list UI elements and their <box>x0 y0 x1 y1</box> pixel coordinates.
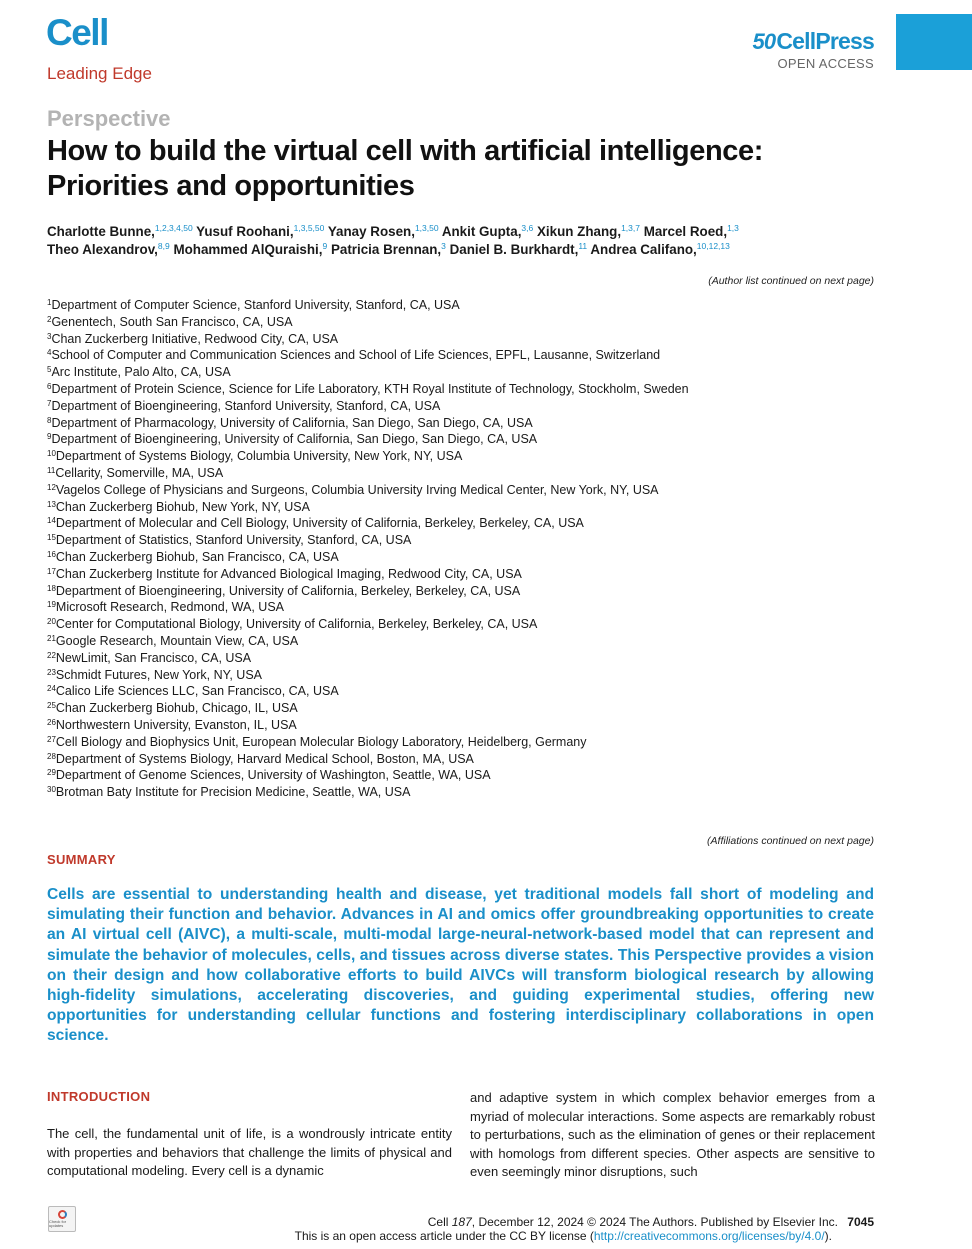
affiliation-text: Genentech, South San Francisco, CA, USA <box>51 314 293 329</box>
introduction-left-column: The cell, the fundamental unit of life, is a wondrously intricate entity with properties and behaviors that challenge the limits of physical and computational modeling. Every cell is a dynamic <box>47 1126 452 1178</box>
cellpress-logo-name: CellPress <box>776 28 874 54</box>
affiliation-text: School of Computer and Communication Sciences and School of Life Sciences, EPFL, Lausanne, Switzerland <box>51 348 661 363</box>
affiliation-number: 26 <box>47 717 56 727</box>
author-name[interactable]: Andrea Califano, <box>590 242 697 257</box>
affiliation-item <box>47 784 877 801</box>
author-name[interactable]: Xikun Zhang, <box>536 224 622 239</box>
affiliation-text: Brotman Baty Institute for Precision Medicine, Seattle, WA, USA <box>55 785 411 800</box>
affiliation-item <box>47 415 877 432</box>
affiliation-item <box>47 297 877 314</box>
affiliation-item <box>47 599 877 616</box>
affiliation-text: Center for Computational Biology, University of California, Berkeley, Berkeley, CA, USA <box>55 617 538 632</box>
author-affiliation-marker[interactable]: 1,3,7 <box>621 223 640 233</box>
affiliation-text: Department of Computer Science, Stanford University, Stanford, CA, USA <box>51 298 460 312</box>
introduction-right-column: and adaptive system in which complex behavior emerges from a myriad of molecular interactions. Some aspects are remarkably robust to perturbations, such as the elimination of genes or their replacement with homologs from different species. Other aspects are sensitive to even seemingly minor disruptions, such <box>470 1090 875 1179</box>
affiliation-text: Department of Bioengineering, University of California, Berkeley, Berkeley, CA, USA <box>55 583 521 598</box>
section-series: Leading Edge <box>47 64 152 83</box>
license-text: This is an open access article under the CC BY license ( <box>294 1229 594 1243</box>
affiliation-item <box>47 448 877 465</box>
author-affiliation-marker[interactable]: 1,2,3,4,50 <box>154 223 193 233</box>
author-name[interactable]: Patricia Brennan, <box>330 242 442 257</box>
affiliation-item <box>47 482 877 499</box>
affiliation-number: 11 <box>47 465 56 475</box>
affiliation-item <box>47 633 877 650</box>
summary-heading: SUMMARY <box>47 852 116 867</box>
affiliation-number: 16 <box>47 549 56 559</box>
introduction-heading: INTRODUCTION <box>47 1089 151 1104</box>
affiliation-number: 8 <box>47 415 52 425</box>
affiliation-text: Chan Zuckerberg Biohub, New York, NY, USA <box>55 499 310 514</box>
author-affiliation-marker[interactable]: 9 <box>322 241 328 251</box>
author-affiliation-marker[interactable]: 8,9 <box>157 241 170 251</box>
affiliation-number: 2 <box>47 314 52 324</box>
article-type: Perspective <box>47 106 171 131</box>
author-affiliation-marker[interactable]: 11 <box>578 241 588 251</box>
author-name[interactable]: Mohammed AlQuraishi, <box>173 242 323 257</box>
affiliation-number: 23 <box>47 667 56 677</box>
summary-text: Cells are essential to understanding health and disease, yet traditional models fall short of modeling and simulating their function and behavior. Advances in AI and omics offer groundbreaking opportunities to create an AI virtual cell (AIVC), a multi-scale, multi-modal large-neural-network-based model that can represent and simulate the behavior of molecules, cells, and tissues across diverse states. This Perspective provides a vision on their design and how collaborative efforts to build AIVCs will transform biological research by allowing high-fidelity simulations, accelerating discoveries, and guiding experimental studies, offering new opportunities for understanding cellular functions and fostering interdisciplinary collaborations in open science. <box>47 886 874 1045</box>
affiliation-item <box>47 616 877 633</box>
article-title: How to build the virtual cell with artificial intelligence: Priorities and opportunities <box>47 135 763 202</box>
affiliation-text: Department of Systems Biology, Columbia University, New York, NY, USA <box>55 449 463 464</box>
author-list <box>47 223 877 259</box>
author-name[interactable]: Charlotte Bunne, <box>47 224 155 239</box>
affiliation-number: 17 <box>47 566 56 576</box>
affiliation-number: 15 <box>47 533 56 543</box>
affiliation-text: Department of Statistics, Stanford University, Stanford, CA, USA <box>55 533 412 548</box>
affiliation-text: Northwestern University, Evanston, IL, USA <box>55 717 297 732</box>
affiliation-text: NewLimit, San Francisco, CA, USA <box>55 650 252 665</box>
affiliation-item <box>47 700 877 717</box>
affiliation-item <box>47 381 877 398</box>
affiliation-number: 28 <box>47 751 56 761</box>
affiliation-text: Chan Zuckerberg Institute for Advanced Biological Imaging, Redwood City, CA, USA <box>55 566 522 581</box>
affiliation-number: 3 <box>47 331 52 341</box>
cellpress-logo-50: 50 <box>752 28 776 54</box>
affiliation-item <box>47 683 877 700</box>
affiliation-number: 10 <box>47 449 56 459</box>
affiliation-item <box>47 717 877 734</box>
affiliation-item <box>47 532 877 549</box>
affiliation-number: 29 <box>47 768 56 778</box>
affiliation-item <box>47 549 877 566</box>
author-name[interactable]: Yanay Rosen, <box>327 224 415 239</box>
affiliation-number: 9 <box>47 432 52 442</box>
footer-citation <box>428 1215 874 1229</box>
affiliation-text: Chan Zuckerberg Biohub, Chicago, IL, USA <box>55 701 298 716</box>
author-name[interactable]: Daniel B. Burkhardt, <box>449 242 579 257</box>
author-line <box>47 241 877 259</box>
author-affiliation-marker[interactable]: 3,6 <box>521 223 534 233</box>
affiliation-text: Department of Pharmacology, University of California, San Diego, San Diego, CA, USA <box>51 415 533 430</box>
affiliation-text: Chan Zuckerberg Biohub, San Francisco, CA, USA <box>55 549 339 564</box>
affiliation-text: Chan Zuckerberg Initiative, Redwood City, CA, USA <box>51 331 339 346</box>
affiliation-number: 13 <box>47 499 56 509</box>
affiliation-number: 6 <box>47 381 52 391</box>
affiliation-item <box>47 667 877 684</box>
affiliation-text: Google Research, Mountain View, CA, USA <box>55 633 299 648</box>
author-affiliation-marker[interactable]: 1,3 <box>727 223 739 233</box>
affiliation-text: Department of Molecular and Cell Biology, University of California, Berkeley, Berkeley, CA, USA <box>55 516 584 531</box>
affiliation-number: 7 <box>47 398 52 408</box>
affiliation-text: Schmidt Futures, New York, NY, USA <box>55 667 263 682</box>
affiliation-item <box>47 331 877 348</box>
affiliation-text: Department of Bioengineering, Stanford University, Stanford, CA, USA <box>51 398 441 413</box>
footer-volume: 187 <box>451 1215 472 1229</box>
affiliation-item <box>47 650 877 667</box>
affiliation-item <box>47 751 877 768</box>
author-name[interactable]: Yusuf Roohani, <box>196 224 294 239</box>
affiliation-number: 21 <box>47 633 56 643</box>
affiliation-item <box>47 767 877 784</box>
affiliation-item <box>47 314 877 331</box>
affiliation-item <box>47 347 877 364</box>
affiliation-text: Cell Biology and Biophysics Unit, European Molecular Biology Laboratory, Heidelberg, Germany <box>55 734 587 749</box>
affiliation-item <box>47 566 877 583</box>
affiliation-number: 5 <box>47 365 52 375</box>
check-updates-label: Check for updates <box>49 1219 67 1228</box>
affiliation-item <box>47 583 877 600</box>
affiliation-item <box>47 398 877 415</box>
affiliation-item <box>47 515 877 532</box>
affiliation-number: 4 <box>47 348 52 358</box>
footer-license <box>295 1229 832 1243</box>
affiliation-text: Cellarity, Somerville, MA, USA <box>55 465 224 480</box>
affiliation-text: Vagelos College of Physicians and Surgeons, Columbia University Irving Medical Center, New York, NY, USA <box>55 482 659 497</box>
affiliation-number: 18 <box>47 583 56 593</box>
affiliation-item <box>47 431 877 448</box>
affiliation-number: 1 <box>47 298 52 307</box>
license-link[interactable]: http://creativecommons.org/licenses/by/4.0/ <box>593 1229 825 1243</box>
affiliation-text: Department of Genome Sciences, University of Washington, Seattle, WA, USA <box>55 768 491 783</box>
affiliation-number: 14 <box>47 516 56 526</box>
cellpress-logo[interactable] <box>752 30 874 53</box>
corner-tab <box>896 14 972 70</box>
author-affiliation-marker[interactable]: 10,12,13 <box>696 241 730 251</box>
affiliation-item <box>47 734 877 751</box>
affiliation-number: 30 <box>47 785 56 795</box>
license-close: ). <box>824 1229 832 1243</box>
affiliation-item <box>47 364 877 381</box>
author-name[interactable]: Marcel Roed, <box>643 224 728 239</box>
footer-journal: Cell <box>427 1215 449 1229</box>
affiliation-item <box>47 465 877 482</box>
affiliation-number: 25 <box>47 701 56 711</box>
journal-logo: Cell <box>46 12 108 53</box>
affiliation-text: Department of Bioengineering, University of California, San Diego, San Diego, CA, USA <box>51 432 538 447</box>
affiliation-text: Department of Protein Science, Science for Life Laboratory, KTH Royal Institute of Technology, Stockholm, Sweden <box>51 381 689 396</box>
author-affiliation-marker[interactable]: 1,3,50 <box>414 223 439 233</box>
affiliation-number: 27 <box>47 734 56 744</box>
author-line <box>47 223 877 241</box>
affiliations-continued: (Affiliations continued on next page) <box>707 835 874 847</box>
author-name[interactable]: Theo Alexandrov, <box>47 242 158 257</box>
open-access-label: OPEN ACCESS <box>777 56 874 71</box>
affiliation-text: Microsoft Research, Redmond, WA, USA <box>55 600 284 615</box>
author-affiliation-marker[interactable]: 1,3,5,50 <box>293 223 325 233</box>
affiliation-text: Arc Institute, Palo Alto, CA, USA <box>51 365 231 380</box>
page-number: 7045 <box>847 1215 874 1229</box>
check-updates-icon <box>58 1210 67 1219</box>
footer-citation-text: , December 12, 2024 © 2024 The Authors. Published by Elsevier Inc. <box>471 1215 838 1229</box>
author-name[interactable]: Ankit Gupta, <box>441 224 522 239</box>
affiliation-number: 22 <box>47 650 56 660</box>
affiliation-list <box>47 297 877 801</box>
affiliation-text: Calico Life Sciences LLC, San Francisco, CA, USA <box>55 684 339 699</box>
affiliation-item <box>47 499 877 516</box>
author-affiliation-marker[interactable]: 3 <box>441 241 446 251</box>
affiliation-number: 19 <box>47 600 56 610</box>
author-list-continued: (Author list continued on next page) <box>708 275 874 287</box>
affiliation-number: 20 <box>47 617 56 627</box>
affiliation-number: 12 <box>47 482 56 492</box>
affiliation-text: Department of Systems Biology, Harvard Medical School, Boston, MA, USA <box>55 751 474 766</box>
affiliation-number: 24 <box>47 684 56 694</box>
check-for-updates-badge[interactable] <box>48 1206 76 1232</box>
